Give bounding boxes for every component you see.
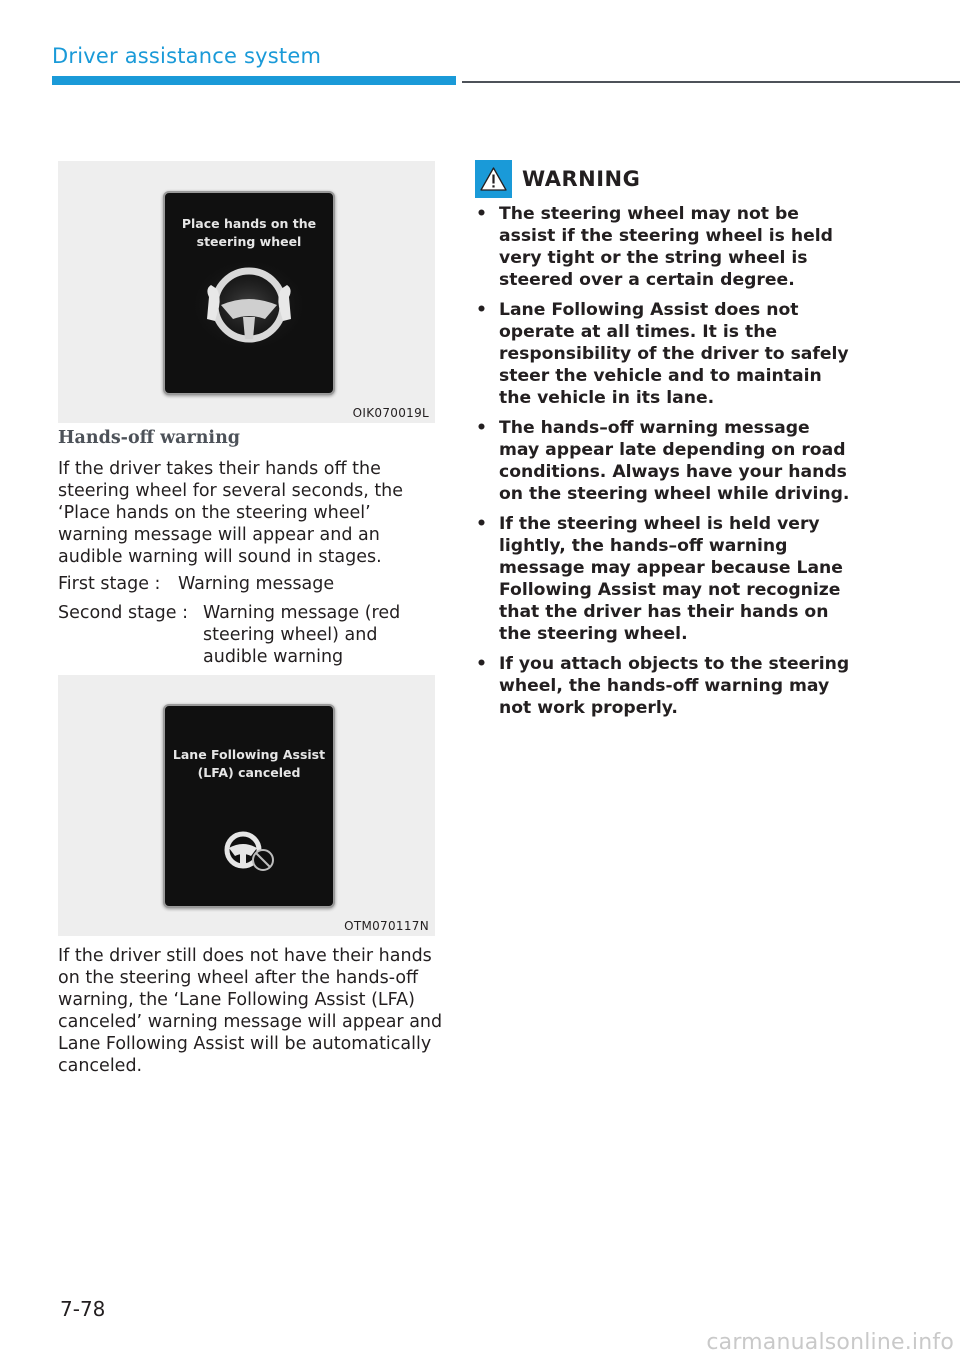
display-message: Place hands on the steering wheel <box>181 216 317 249</box>
watermark-text: carmanualsonline.info <box>706 1330 954 1355</box>
list-item-text: The steering wheel may not be assist if the steering wheel is held very tight or the string wheel is steered over a certain degree. <box>499 204 833 290</box>
header-rule-accent <box>52 76 456 85</box>
bullet-mark: • <box>476 300 487 320</box>
warning-triangle-icon <box>480 167 507 191</box>
bullet-mark: • <box>476 514 487 534</box>
figure-hands-on-warning <box>58 161 435 423</box>
list-item <box>475 299 855 409</box>
bullet-mark: • <box>476 418 487 438</box>
warning-list <box>475 203 855 727</box>
lfa-canceled-steering-icon <box>165 706 333 906</box>
bullet-mark: • <box>476 204 487 224</box>
list-item <box>475 653 855 719</box>
section-header-title: Driver assistance system <box>52 44 322 68</box>
list-item-text: If the steering wheel is held very lightly, the hands–off warning message may appear because Lane Following Assist may not recognize that the driver has their hands on the steering wheel. <box>499 514 843 644</box>
list-item <box>475 513 855 645</box>
warning-icon-box <box>475 160 512 198</box>
stage-value: Warning message <box>178 574 335 594</box>
hands-on-steering-wheel-icon <box>165 193 333 393</box>
figure-code: OIK070019L <box>352 406 429 420</box>
list-item <box>475 417 855 505</box>
display-message: Lane Following Assist (LFA) canceled <box>172 747 326 780</box>
section-heading: Hands-off warning <box>58 428 241 448</box>
figure-code: OTM070117N <box>344 919 429 933</box>
warning-title: WARNING <box>522 167 641 191</box>
list-item <box>475 203 855 291</box>
figure-lfa-canceled <box>58 675 435 936</box>
body-paragraph: If the driver still does not have their hands on the steering wheel after the hands-off warning, the ‘Lane Following Assist (LFA) canceled’ warning message will appear and Lane Following Assist will be automatically canceled. <box>58 946 443 1076</box>
stage-label: Second stage : <box>58 603 189 623</box>
list-item-text: If you attach objects to the steering wheel, the hands-off warning may not work properly. <box>499 654 850 718</box>
header-rule-line <box>462 81 960 83</box>
body-paragraph: If the driver takes their hands off the steering wheel for several seconds, the ‘Place hands on the steering wheel’ warning message will appear and an audible warning will sound in stages. <box>58 459 404 567</box>
cluster-display-screen <box>163 191 335 395</box>
list-item-text: Lane Following Assist does not operate at all times. It is the responsibility of the driver to safely steer the vehicle and to maintain the vehicle in its lane. <box>499 300 849 408</box>
stage-value: Warning message (red steering wheel) and audible warning <box>203 603 401 667</box>
stage-label: First stage : <box>58 574 161 594</box>
list-item-text: The hands–off warning message may appear late depending on road conditions. Always have your hands on the steering wheel while driving. <box>499 418 850 504</box>
cluster-display-screen <box>163 704 335 908</box>
page-number: 7-78 <box>60 1297 106 1321</box>
bullet-mark: • <box>476 654 487 674</box>
